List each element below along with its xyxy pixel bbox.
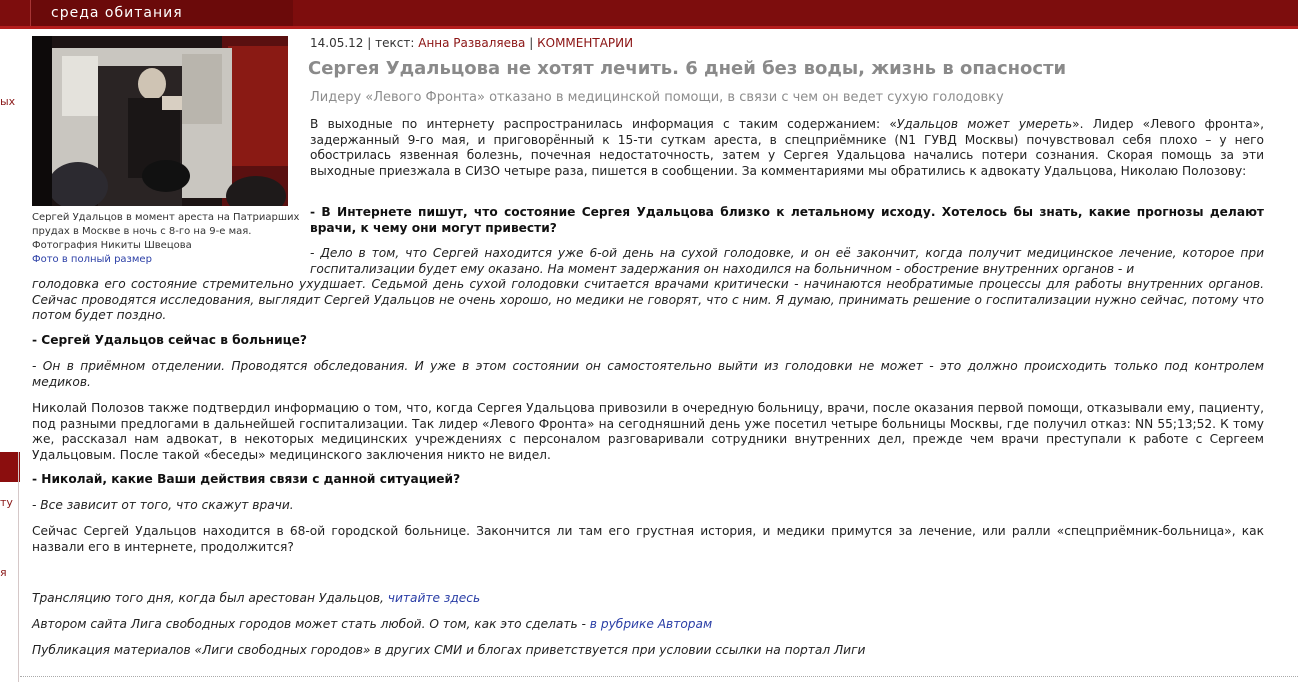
full-size-photo-link[interactable]: Фото в полный размер [32,254,152,265]
paragraph-intro-quote: Удальцов может умереть [896,117,1073,131]
header-bar [0,0,1298,29]
sidebar-fragment-low[interactable]: я [0,566,7,579]
article-date: 14.05.12 [310,36,364,50]
meta-separator: | [367,36,372,50]
text-label: текст: [375,36,415,50]
sidebar-divider [18,452,19,682]
paragraph-intro-text-b: ». Лидер «Левого фронта», задержанный 9-го мая, и приговорённый к 15-ти суткам ареста, в спецприёмнике (N1 ГУВД Москвы) почувствовал себя плохо – у него обострилась язвенная болезнь, почечная недостаточность, затем у Сергея Удальцова начались потери сознания. Скорая помощь за эти выходные приезжала в СИЗО четыре раза, пишется в сообщении. За комментариями мы обратились к адвокату Удальцова, Николаю Полозову: [310,117,1264,178]
photo-caption: Сергей Удальцов в момент ареста на Патриарших прудах в Москве в ночь с 8-го на 9-е мая. Фотография Никиты Швецова [32,212,300,251]
authors-section-link[interactable]: в рубрике Авторам [589,617,713,631]
answer-3: - Все зависит от того, что скажут врачи. [32,498,294,512]
section-title[interactable]: среда обитания [51,5,183,21]
broadcast-note-text: Трансляцию того дня, когда был арестован Удальцов, [32,591,384,605]
paragraph-intro-text-a: В выходные по интернету распространилась информация с таким содержанием: « [310,117,897,131]
answer-1-bottom: голодовка его состояние стремительно ухудшает. Седьмой день сухой голодовки считается врачами критически - начинаются необратимые процессы для работы внутренних органов. Сейчас проводятся исследования, выглядит Сергей Удальцов не очень хорошо, но медики не говорят, что с ним. Я думаю, принимать решение о госпитализации нужно сейчас, потому что потом будет поздно. [32,277,1264,322]
meta-separator: | [529,36,534,50]
bottom-divider [20,676,1298,677]
answer-2: - Он в приёмном отделении. Проводятся обследования. И уже в этом состоянии он самостоятельно выйти из голодовки не может - это должно происходить только под контролем медиков. [32,359,1264,389]
answer-1-top: - Дело в том, что Сергей находится уже 6-ой день на сухой голодовке, и он её закончит, когда получит медицинское лечение, которое при госпитализации будет ему оказано. На момент задержания он находился на больничном - обострение внутренних органов - и [310,246,1264,276]
sidebar-fragment-top[interactable]: ых [0,95,16,108]
paragraph-2: Николай Полозов также подтвердил информацию о том, что, когда Сергея Удальцова привозили в очередную больницу, врачи, после оказания первой помощи, отказывали ему, пациенту, под разными предлогами в дальнейшей госпитализации. Так лидер «Левого Фронта» на сегодняшний день уже посетил четыре больницы Москвы, где получил отказ: NN 55;13;52. К тому же, рассказал нам адвокат, в некоторых медицинских учреждениях с персоналом разговаривали сотрудники внутренних дел, прежде чем врачи преступали к работе с Сергеем Удальцовым. После такой «беседы» медицинского заключения никто не видел. [32,401,1264,462]
author-link[interactable]: Анна Разваляева [418,36,526,50]
article-title: Сергея Удальцова не хотят лечить. 6 дней без воды, жизнь в опасности [308,58,1067,79]
question-1: - В Интернете пишут, что состояние Сергея Удальцова близко к летальному исходу. Хотелось бы знать, какие прогнозы делают врачи, к чему они могут привести? [310,205,1264,235]
article-lead: Лидеру «Левого Фронта» отказано в медицинской помощи, в связи с чем он ведет сухую голодовку [310,90,1004,105]
question-2: - Сергей Удальцов сейчас в больнице? [32,333,307,347]
photo-caption-block [32,211,300,267]
article-meta [310,36,633,50]
sidebar-fragment-mid[interactable]: ту [0,496,13,509]
paragraph-intro [310,117,1264,179]
section-label[interactable] [30,0,293,26]
question-3: - Николай, какие Ваши действия связи с данной ситуацией? [32,472,461,486]
arrest-photo[interactable] [32,36,288,206]
broadcast-link[interactable]: читайте здесь [387,591,481,605]
sidebar-red-block [0,452,20,482]
arrest-photo-image [32,36,288,206]
broadcast-note [32,591,480,605]
paragraph-3: Сейчас Сергей Удальцов находится в 68-ой городской больнице. Закончится ли там его грустная история, и медики примутся за лечение, или ралли «спецприёмник-больница», как назвали его в интернете, продолжится? [32,524,1264,554]
author-note [32,617,712,631]
author-note-text: Автором сайта Лига свободных городов может стать любой. О том, как это сделать - [32,617,586,631]
comments-link[interactable]: КОММЕНТАРИИ [537,36,634,50]
republish-note: Публикация материалов «Лиги свободных городов» в других СМИ и блогах приветствуется при условии ссылки на портал Лиги [32,643,866,657]
